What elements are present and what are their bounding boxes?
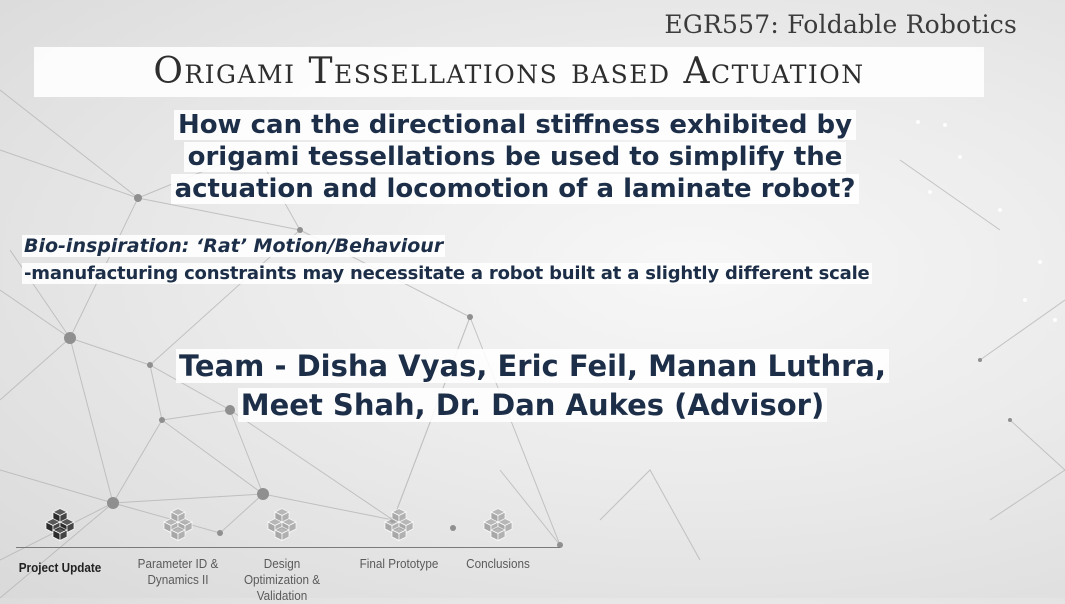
timeline-step-final-prototype[interactable]	[344, 506, 454, 572]
slide-title: Origami Tessellations based Actuation	[34, 47, 984, 97]
timeline-step-label: Project Update	[18, 560, 102, 575]
cubes-icon	[262, 506, 302, 546]
cubes-icon	[379, 506, 419, 546]
timeline-step-conclusions[interactable]	[443, 506, 553, 572]
timeline-step-label: Design Optimization & Validation	[243, 556, 321, 603]
course-label: EGR557: Foldable Robotics	[664, 10, 1017, 39]
team-members	[120, 347, 945, 425]
bio-inspiration-block	[22, 233, 872, 287]
cubes-icon	[40, 506, 80, 546]
question-line: origami tessellations be used to simplify the	[184, 142, 847, 172]
timeline-step-label: Conclusions	[466, 556, 530, 571]
question-line: How can the directional stiffness exhibited by	[174, 110, 856, 140]
timeline-step-label: Parameter ID & Dynamics II	[137, 556, 219, 587]
question-line: actuation and locomotion of a laminate robot?	[171, 174, 860, 204]
timeline-step-label: Final Prototype	[359, 556, 439, 571]
timeline-step-project-update[interactable]	[5, 506, 115, 576]
research-question	[120, 109, 910, 205]
cubes-icon	[158, 506, 198, 546]
manufacturing-note: -manufacturing constraints may necessitate a robot built at a slightly different scale	[24, 263, 870, 284]
team-line: Meet Shah, Dr. Dan Aukes (Advisor)	[238, 388, 827, 422]
timeline-step-design-optimization[interactable]	[227, 506, 337, 604]
team-line: Team - Disha Vyas, Eric Feil, Manan Luthra,	[176, 349, 889, 383]
timeline-step-parameter-id[interactable]	[123, 506, 233, 588]
progress-timeline	[0, 506, 580, 603]
bio-inspiration-heading: Bio-inspiration: ‘Rat’ Motion/Behaviour	[24, 235, 444, 257]
cubes-icon	[478, 506, 518, 546]
